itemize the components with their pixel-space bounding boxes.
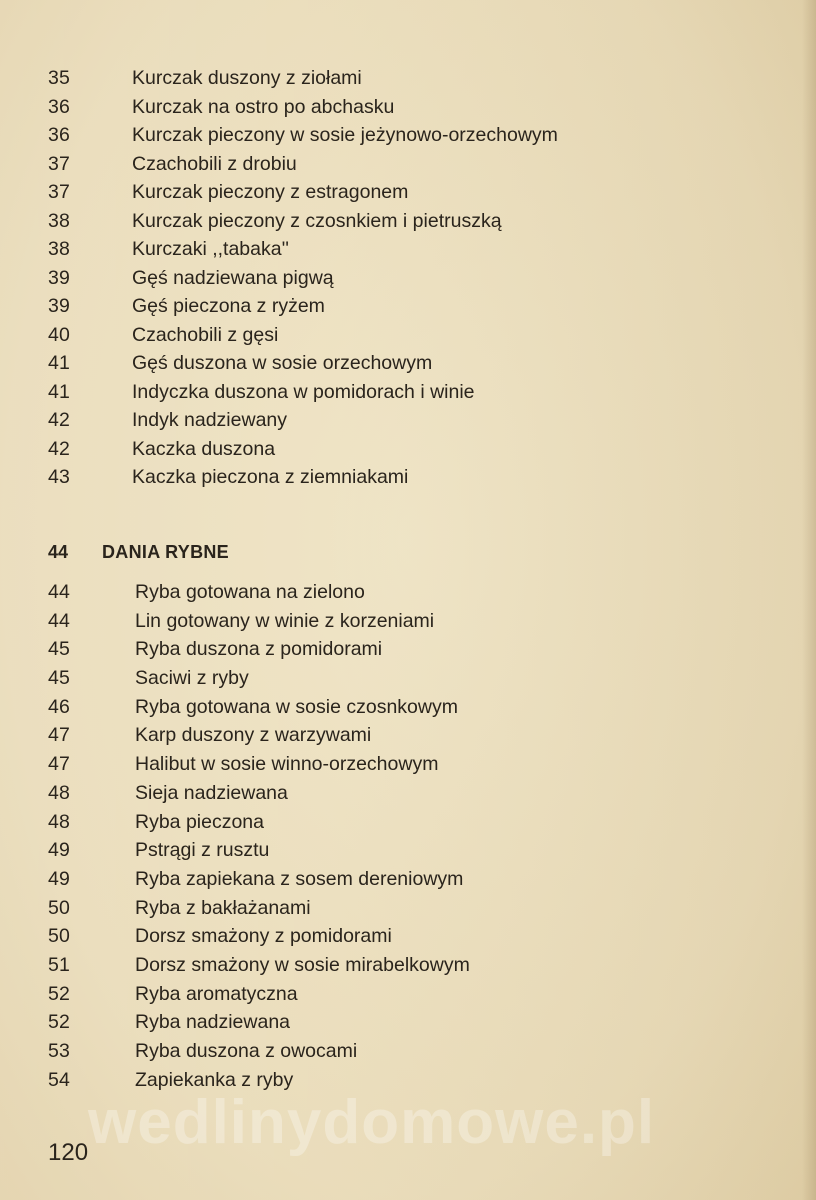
toc-recipe-title: Czachobili z drobiu [132,152,297,175]
toc-page-number: 39 [48,266,71,289]
watermark: wedlinydomowe.pl [88,1088,656,1157]
toc-recipe-title: Karp duszony z warzywami [135,724,372,747]
toc-page-number: 38 [48,238,71,260]
toc-recipe-title: Ryba nadziewana [135,1011,291,1034]
toc-recipe-title: Zapiekanka z ryby [135,1068,294,1091]
toc-recipe-title: Kurczak pieczony z czosnkiem i pietruszką [132,209,502,232]
toc-recipe-title: Dorsz smażony z pomidorami [135,925,392,948]
toc-recipe-title: Ryba zapiekana z sosem dereniowym [135,867,464,890]
toc-page-number: 50 [48,925,71,948]
toc-page-number: 41 [48,352,71,374]
toc-page-number: 44 [48,581,71,603]
page-number: 120 [48,1139,89,1166]
page-edge-shadow [802,0,816,1200]
toc-recipe-title: Kurczak duszony z ziołami [132,67,362,89]
toc-recipe-title: Ryba gotowana na zielono [135,581,365,603]
toc-recipe-title: Sieja nadziewana [135,781,288,804]
toc-page-number: 43 [48,466,71,488]
toc-page-number: 37 [48,181,71,203]
toc-recipe-title: Indyk nadziewany [132,409,288,431]
toc-recipe-title: Gęś pieczona z ryżem [132,295,325,317]
toc-recipe-title: Gęś nadziewana pigwą [132,266,334,289]
toc-recipe-title: Dorsz smażony w sosie mirabelkowym [135,953,470,976]
section-page-number: 44 [48,542,69,562]
toc-page-number: 47 [48,724,71,747]
toc-page-number: 45 [48,638,71,661]
toc-page-number: 36 [48,124,71,146]
toc-recipe-title: Ryba aromatyczna [135,982,298,1005]
toc-page-number: 49 [48,839,71,862]
toc-page-number: 40 [48,323,71,346]
toc-recipe-title: Kurczak pieczony z estragonem [132,181,409,203]
toc-page-number: 50 [48,896,71,919]
toc-page-number: 52 [48,1011,71,1034]
toc-recipe-title: Ryba duszona z owocami [135,1040,358,1062]
toc-page-number: 53 [48,1040,71,1062]
toc-page-number: 54 [48,1068,71,1091]
toc-recipe-title: Lin gotowany w winie z korzeniami [135,609,435,632]
toc-recipe-title: Ryba z bakłażanami [135,896,311,919]
toc-page-number: 38 [48,209,71,232]
toc-recipe-title: Kurczaki ,,tabaka'' [132,238,290,260]
toc-page-number: 42 [48,409,71,431]
toc-page-number: 51 [48,953,71,976]
toc-page-number: 45 [48,667,71,690]
section-title: DANIA RYBNE [102,542,229,562]
toc-page-number: 52 [48,982,71,1005]
toc-recipe-title: Czachobili z gęsi [132,323,279,346]
toc-recipe-title: Gęś duszona w sosie orzechowym [132,352,433,374]
toc-recipe-title: Kurczak pieczony w sosie jeżynowo-orzechowym [132,124,558,146]
toc-recipe-title: Ryba gotowana w sosie czosnkowym [135,695,458,718]
toc-page-number: 48 [48,810,71,833]
toc-page-number: 35 [48,67,71,89]
toc-page-number: 37 [48,152,71,175]
toc-recipe-title: Indyczka duszona w pomidorach i winie [132,380,475,403]
toc-page-number: 49 [48,867,71,890]
toc-recipe-title: Pstrągi z rusztu [135,839,270,862]
toc-page-number: 41 [48,380,71,403]
section-heading-fish-dishes [48,538,229,566]
toc-page-number: 42 [48,437,71,460]
toc-recipe-title: Ryba pieczona [135,810,264,833]
toc-page-number: 46 [48,695,71,718]
toc-recipe-title: Halibut w sosie winno-orzechowym [135,753,439,776]
toc-recipe-title: Kurczak na ostro po abchasku [132,95,395,118]
toc-recipe-title: Ryba duszona z pomidorami [135,638,383,661]
toc-recipe-title: Saciwi z ryby [135,667,249,690]
toc-page-number: 36 [48,95,71,118]
toc-page-number: 48 [48,781,71,804]
toc-recipe-title: Kaczka pieczona z ziemniakami [132,466,409,488]
toc-page-number: 47 [48,753,71,776]
toc-recipe-title: Kaczka duszona [132,437,276,460]
toc-page-number: 44 [48,609,71,632]
toc-page-number: 39 [48,295,71,317]
